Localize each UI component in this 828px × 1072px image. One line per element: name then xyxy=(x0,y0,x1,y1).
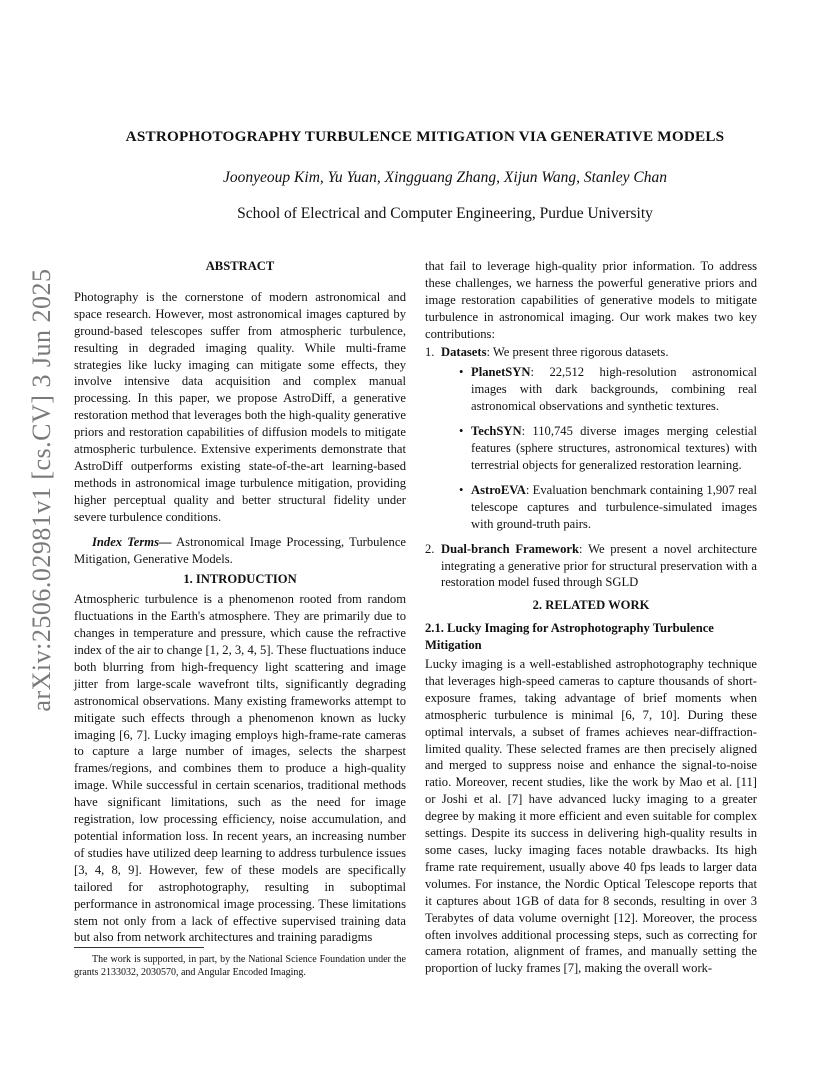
arxiv-id: arXiv:2506.02981v1 [cs.CV] 3 Jun 2025 xyxy=(27,268,56,712)
abstract-text: Photography is the cornerstone of modern astronomical and space research. However, most astronomical images captured by ground-based telescopes suffer from atmospheric turbulence, resulting in degraded imaging quality. While multi-frame strategies like lucky imaging can mitigate some effects, they involve intensive data acquisition and complex manual processing. In this paper, we propose AstroDiff, a generative restoration method that leverages both the high-quality generative priors and restoration capabilities of diffusion models to mitigate atmospheric turbulence. Extensive experiments demonstrate that AstroDiff outperforms existing state-of-the-art learning-based methods in astronomical image turbulence mitigation, providing higher perceptual quality and better structural fidelity under severe turbulence conditions. xyxy=(74,289,406,524)
affiliation: School of Electrical and Computer Engineering, Purdue University xyxy=(237,205,653,222)
index-terms xyxy=(74,534,406,568)
related-work-text: Lucky imaging is a well-established astrophotography technique that leverages high-speed cameras to capture thousands of short-exposure frames, taking advantage of brief moments when atmospheric turbulence is minimal [6, 7, 10]. During these optimal intervals, a subset of frames achieves near-diffraction-limited quality. These selected frames are then precisely aligned and merged to suppress noise and enhance the signal-to-noise ratio. Moreover, recent studies, like the work by Mao et al. [11] or Joshi et al. [7] have advanced lucky imaging to a greater degree by making it more efficient and even suitable for complex settings. Despite its success in delivering high-quality results in some cases, lucky imaging faces notable drawbacks. Its high frame rate requirement, usually above 40 fps leads to larger data volumes. For instance, the Nordic Optical Telescope reports that it captures about 1GB of data for 8 seconds, resulting in over 3 Terabytes of data volume overnight [12]. Moreover, the process often involves additional processing steps, such as correcting for camera rotation, alignment of frames, and manually setting the proportion of lucky frames [7], making the overall work- xyxy=(425,657,757,976)
subsection-heading: 2.1. Lucky Imaging for Astrophotography Turbulence Mitigation xyxy=(425,621,714,653)
paper-title: ASTROPHOTOGRAPHY TURBULENCE MITIGATION VIA GENERATIVE MODELS xyxy=(125,128,725,145)
intro-text: Atmospheric turbulence is a phenomenon rooted from random fluctuations in the Earth's atmosphere. They are primarily due to changes in temperature and pressure, which cause the refractive index of the air to change [1, 2, 3, 4, 5]. These fluctuations induce both blurring from high-frequency light scattering and image jitter from large-scale wavefront tilts, significantly degrading astronomical observations. Many existing frameworks attempt to mitigate such effects through a phenomenon known as lucky imaging [6, 7]. Lucky imaging employs high-frame-rate cameras to capture a large number of images, selects the sharpest frames/regions, and combines them to produce a high-quality image. While successful in certain scenarios, traditional methods have significant limitations, such as the need for image registration, low processing efficiency, noise accumulation, and potential information loss. In recent years, an increasing number of studies have utilized deep learning to address turbulence issues [3, 4, 8, 9]. However, few of these models are specifically tailored for astrophotography, resulting in suboptimal performance in astronomical image processing. These limitations stem not only from a lack of effective supervised training data but also from network architectures and training paradigms xyxy=(74,592,407,945)
abstract-heading: ABSTRACT xyxy=(205,259,275,273)
contribution-label: Datasets xyxy=(441,344,487,359)
contribution-item-2 xyxy=(425,541,757,592)
bullet-dot-icon: • xyxy=(459,365,464,380)
contribution-item-1 xyxy=(425,344,757,361)
bullet-techsyn xyxy=(459,423,757,474)
dataset-name: AstroEVA xyxy=(471,482,526,497)
index-terms-text: Astronomical Image Processing, Turbulence Mitigation, Generative Models. xyxy=(74,534,406,566)
contribution-text: : We present a novel architecture integrating a generative prior for structural preservation with a restoration model fused through SGLD xyxy=(441,541,758,590)
dataset-bullets xyxy=(459,364,757,532)
bullet-planetsyn xyxy=(459,364,757,415)
index-terms-label: Index Terms— xyxy=(92,534,172,549)
arxiv-sidebar-stamp xyxy=(22,268,62,712)
bullet-dot-icon: • xyxy=(459,424,464,439)
dataset-name: PlanetSYN xyxy=(471,365,531,380)
author-list: Joonyeoup Kim, Yu Yuan, Xingguang Zhang, Xijun Wang, Stanley Chan xyxy=(223,169,667,186)
right-column xyxy=(425,258,757,977)
related-work-heading: 2. RELATED WORK xyxy=(532,598,650,613)
dataset-description: : Evaluation benchmark containing 1,907 real telescope captures and turbulence-simulated images with ground-truth pairs. xyxy=(471,482,757,531)
bullet-astroeva xyxy=(459,482,757,533)
left-column xyxy=(74,258,406,946)
intro-heading: 1. INTRODUCTION xyxy=(183,572,297,587)
list-number: 2. xyxy=(425,541,435,556)
dataset-description: : 110,745 diverse images merging celestial features (sphere structures, astronomical textures) with terrestrial objects for generalized restoration learning. xyxy=(471,424,757,472)
dataset-name: TechSYN xyxy=(471,424,522,439)
footnote: The work is supported, in part, by the National Science Foundation under the grants 2133032, 2030570, and Angular Encoded Imaging. xyxy=(74,954,406,978)
dataset-description: : 22,512 high-resolution astronomical images with dark backgrounds, combining real astronomical observations and synthetic textures. xyxy=(471,365,757,414)
intro-continued-text: that fail to leverage high-quality prior information. To address these challenges, we harness the powerful generative priors and image restoration capabilities of generative models to mitigate turbulence in astronomical imaging. Our work makes two key contributions: xyxy=(425,259,757,341)
contribution-label: Dual-branch Framework xyxy=(441,541,580,556)
contribution-text: : We present three rigorous datasets. xyxy=(486,344,669,359)
bullet-dot-icon: • xyxy=(459,482,464,497)
list-number: 1. xyxy=(425,344,435,359)
footnote-rule xyxy=(74,947,204,948)
